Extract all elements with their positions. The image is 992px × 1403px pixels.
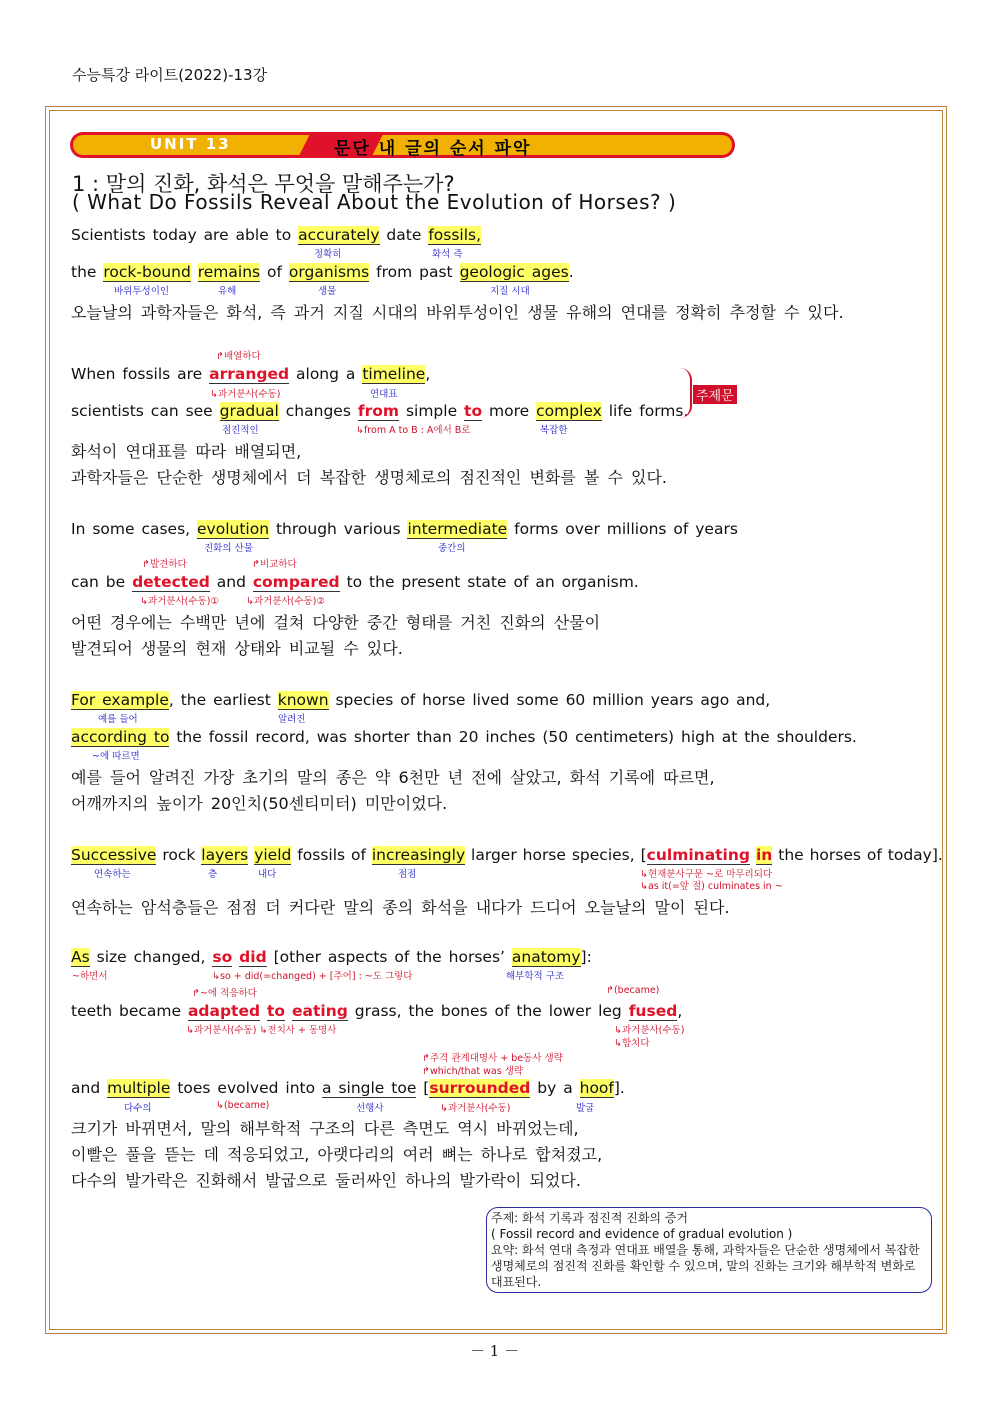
gloss: ↳as it(=앞 절) culminates in ~	[640, 881, 783, 892]
p2-korean2: 과학자들은 단순한 생명체에서 더 복잡한 생명체로의 점진적인 변화를 볼 수 있다.	[71, 468, 667, 487]
title-english: ( What Do Fossils Reveal About the Evolution of Horses? )	[72, 190, 677, 214]
gloss: 중간의	[438, 543, 466, 554]
p3-korean2: 발견되어 생물의 현재 상태와 비교될 수 있다.	[71, 639, 403, 658]
gloss: 알려진	[278, 714, 306, 725]
summary-topic-en: ( Fossil record and evidence of gradual evolution )	[491, 1227, 793, 1241]
gloss: ↱발견하다	[142, 559, 187, 570]
gloss: 유해	[218, 286, 237, 297]
p2-line2: scientists can see gradual changes from simple to more complex life forms.	[71, 402, 689, 420]
gloss: ↳과거분사(수동)	[210, 389, 281, 400]
summary-box	[486, 1207, 932, 1293]
gloss: ↳합치다	[614, 1038, 650, 1049]
gloss: 해부학적 구조	[506, 971, 565, 982]
gloss: 예를 들어	[98, 714, 138, 725]
doc-header: 수능특강 라이트(2022)-13강	[72, 66, 268, 84]
gloss: ↳과거분사(수동) ↳전치사 + 동명사	[186, 1025, 337, 1036]
gloss: ↱주격 관계대명사 + be동사 생략	[422, 1053, 563, 1064]
gloss: ↱which/that was 생략	[422, 1066, 524, 1077]
gloss: ↳과거분사(수동)②	[246, 596, 325, 607]
gloss: ~하면서	[72, 971, 108, 982]
gloss: 연대표	[370, 389, 398, 400]
p3-line1: In some cases, evolution through various intermediate forms over millions of years	[71, 520, 738, 538]
gloss: ↳so + did(=changed) + [주어] : ~도 그렇다	[212, 971, 413, 982]
unit-label: UNIT 13	[150, 135, 231, 153]
title-korean: 1 : 말의 진화, 화석은 무엇을 말해주는가?	[72, 172, 455, 196]
p2-korean1: 화석이 연대표를 따라 배열되면,	[71, 442, 302, 461]
summary-topic: 주제: 화석 기록과 점진적 진화의 증거	[491, 1211, 688, 1225]
p4-korean1: 예를 들어 알려진 가장 초기의 말의 종은 약 6천만 년 전에 살았고, 화석 기록에 따르면,	[71, 768, 715, 787]
gloss: 화석 즉	[432, 249, 463, 260]
gloss: 점점	[398, 869, 417, 880]
page-number: － 1 －	[470, 1342, 520, 1360]
gloss: 바위투성이인	[114, 286, 170, 297]
p1-line1: Scientists today are able to accurately date fossils,	[71, 226, 482, 244]
gloss: 발굽	[576, 1103, 595, 1114]
p6-line1: As size changed, so did [other aspects of the horses’ anatomy]:	[71, 948, 592, 966]
gloss: 내다	[258, 869, 277, 880]
gloss: ↳from A to B : A에서 B로	[356, 425, 471, 436]
unit-topic: 문단 내 글의 순서 파악	[334, 139, 532, 159]
topic-sentence-tag: 주제문	[693, 385, 737, 404]
gloss: 진화의 산물	[204, 543, 253, 554]
p2-line1: When fossils are arranged along a timeline,	[71, 365, 431, 383]
p5-korean: 연속하는 암석층들은 점점 더 커다란 말의 종의 화석을 내다가 드디어 오늘날의 말이 된다.	[71, 898, 730, 917]
gloss: ↳현재분사구문 ~로 마무리되다	[640, 869, 773, 880]
gloss: ↱(became)	[606, 985, 660, 996]
p1-korean: 오늘날의 과학자들은 화석, 즉 과거 지질 시대의 바위투성이인 생물 유해의 연대를 정확히 추정할 수 있다.	[71, 303, 844, 322]
gloss: 지질 시대	[490, 286, 530, 297]
topic-brace	[680, 368, 692, 418]
gloss: 복잡한	[540, 425, 568, 436]
gloss: ↳과거분사(수동)	[614, 1025, 685, 1036]
p4-line1: For example, the earliest known species of horse lived some 60 million years ago and,	[71, 691, 771, 709]
p3-line2: can be detected and compared to the present state of an organism.	[71, 573, 639, 591]
gloss: ↱비교하다	[252, 559, 297, 570]
gloss: 점진적인	[222, 425, 259, 436]
gloss: 층	[208, 869, 218, 880]
p3-korean1: 어떤 경우에는 수백만 년에 걸쳐 다양한 중간 형태를 거친 진화의 산물이	[71, 613, 601, 632]
gloss: 생물	[318, 286, 337, 297]
gloss: ~에 따르면	[92, 751, 140, 762]
p5-line1: Successive rock layers yield fossils of increasingly larger horse species, [culminating in the horses of today].	[71, 846, 943, 864]
gloss: ↳과거분사(수동)①	[140, 596, 219, 607]
summary-text: 요약: 화석 연대 측정과 연대표 배열을 통해, 과학자들은 단순한 생명체에서 복잡한 생명체로의 점진적 진화를 확인할 수 있으며, 말의 진화는 크기와 해부학적 변화로 대표된다.	[491, 1243, 920, 1289]
gloss: ↳(became)	[216, 1100, 270, 1111]
p1-line2: the rock-bound remains of organisms from past geologic ages.	[71, 263, 574, 281]
gloss: ↱배열하다	[216, 351, 261, 362]
p6-korean3: 다수의 발가락은 진화해서 발굽으로 둘러싸인 하나의 발가락이 되었다.	[71, 1171, 581, 1190]
p6-korean2: 이빨은 풀을 뜯는 데 적응되었고, 아랫다리의 여러 뼈는 하나로 합쳐졌고,	[71, 1145, 603, 1164]
gloss: 정확히	[314, 249, 342, 260]
p6-line2: teeth became adapted to eating grass, the bones of the lower leg fused,	[71, 1002, 683, 1020]
unit-banner	[70, 132, 735, 158]
gloss: 선행사	[356, 1103, 384, 1114]
gloss: 다수의	[124, 1103, 152, 1114]
p6-line3: and multiple toes evolved into a single toe [surrounded by a hoof].	[71, 1079, 625, 1097]
gloss: ↱~에 적응하다	[192, 988, 257, 999]
p4-line2: according to the fossil record, was shorter than 20 inches (50 centimeters) high at the shoulders.	[71, 728, 857, 746]
p6-korean1: 크기가 바뀌면서, 말의 해부학적 구조의 다른 측면도 역시 바뀌었는데,	[71, 1119, 579, 1138]
gloss: ↳과거분사(수동)	[440, 1103, 511, 1114]
gloss: 연속하는	[94, 869, 131, 880]
p4-korean2: 어깨까지의 높이가 20인치(50센티미터) 미만이었다.	[71, 794, 448, 813]
